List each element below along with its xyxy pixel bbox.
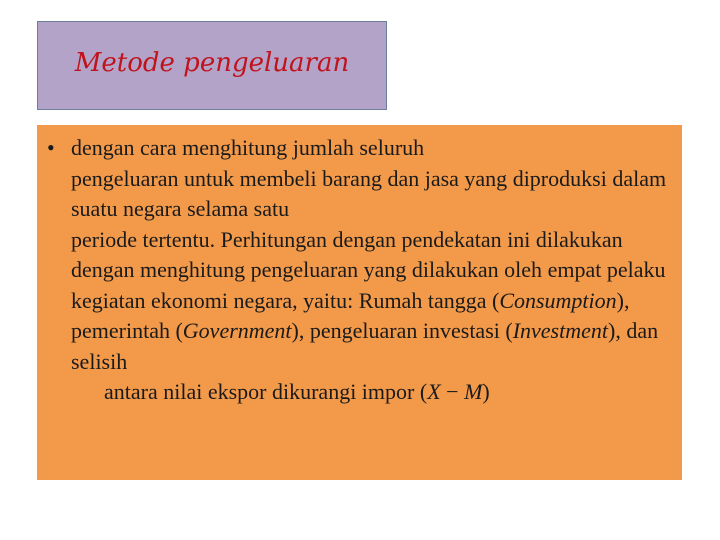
- word: satu: [253, 196, 290, 221]
- body-paragraph: [71, 133, 669, 438]
- paren: (: [505, 318, 513, 343]
- word-group: [505, 318, 620, 343]
- word: selisih: [71, 348, 128, 374]
- word: dalam: [612, 165, 667, 191]
- italic-term: Consumption: [499, 287, 617, 313]
- text-line-2: [71, 166, 513, 191]
- content-box: [37, 125, 682, 480]
- word: ini: [507, 226, 531, 252]
- text-line-1: [71, 135, 424, 160]
- word: kegiatan: [71, 287, 146, 313]
- italic-term: M: [464, 379, 483, 404]
- word: yaitu:: [303, 287, 354, 313]
- word: suatu: [71, 196, 118, 221]
- word: jumlah: [292, 135, 354, 160]
- paren: ),: [616, 287, 630, 313]
- word: pemerintah: [71, 318, 170, 343]
- word: ekonomi: [151, 287, 229, 313]
- text-line-4: [71, 227, 507, 252]
- slide-title: Metode pengeluaran: [74, 47, 350, 78]
- word: menghitung: [140, 257, 246, 282]
- paren: ): [482, 379, 490, 404]
- word: menghitung: [182, 135, 288, 160]
- italic-term: X: [427, 379, 441, 404]
- text-line-7: [151, 288, 492, 313]
- word: Rumah: [358, 287, 423, 313]
- word: dan: [626, 318, 659, 343]
- paren: ),: [291, 318, 305, 343]
- word: diproduksi: [512, 165, 607, 191]
- word-group: [175, 318, 304, 343]
- word: pengeluaran: [250, 257, 359, 282]
- word: pelaku: [606, 257, 666, 282]
- title-box: [37, 21, 387, 110]
- word: negara,: [233, 287, 298, 313]
- word: dilakukan: [411, 257, 499, 282]
- word: cara: [140, 135, 177, 160]
- line-text: pengeluaran untuk membeli barang dan jasa yang: [71, 165, 508, 191]
- paren: ),: [608, 318, 621, 343]
- word: dengan: [71, 257, 135, 282]
- word-group: [492, 288, 630, 313]
- italic-term: Government: [182, 318, 292, 343]
- word: negara: [122, 196, 182, 221]
- word: pengeluaran: [309, 318, 418, 343]
- italic-term: Investment: [512, 318, 608, 343]
- word: empat: [547, 257, 602, 282]
- word: tangga: [427, 287, 487, 313]
- paren: (: [491, 287, 500, 313]
- word: dengan: [71, 135, 135, 160]
- word: seluruh: [359, 135, 425, 160]
- paren: (: [175, 318, 183, 343]
- word: yang: [363, 257, 407, 282]
- text-line-10: [71, 379, 490, 435]
- word: selama: [187, 196, 249, 221]
- operator: −: [440, 379, 465, 404]
- word: investasi: [422, 318, 500, 343]
- word: dilakukan: [535, 226, 623, 252]
- bullet-marker: •: [47, 135, 55, 160]
- line-text: periode tertentu. Perhitungan dengan pendekatan: [71, 226, 502, 252]
- word: oleh: [504, 257, 543, 282]
- line-text: antara nilai ekspor dikurangi impor (: [104, 379, 428, 404]
